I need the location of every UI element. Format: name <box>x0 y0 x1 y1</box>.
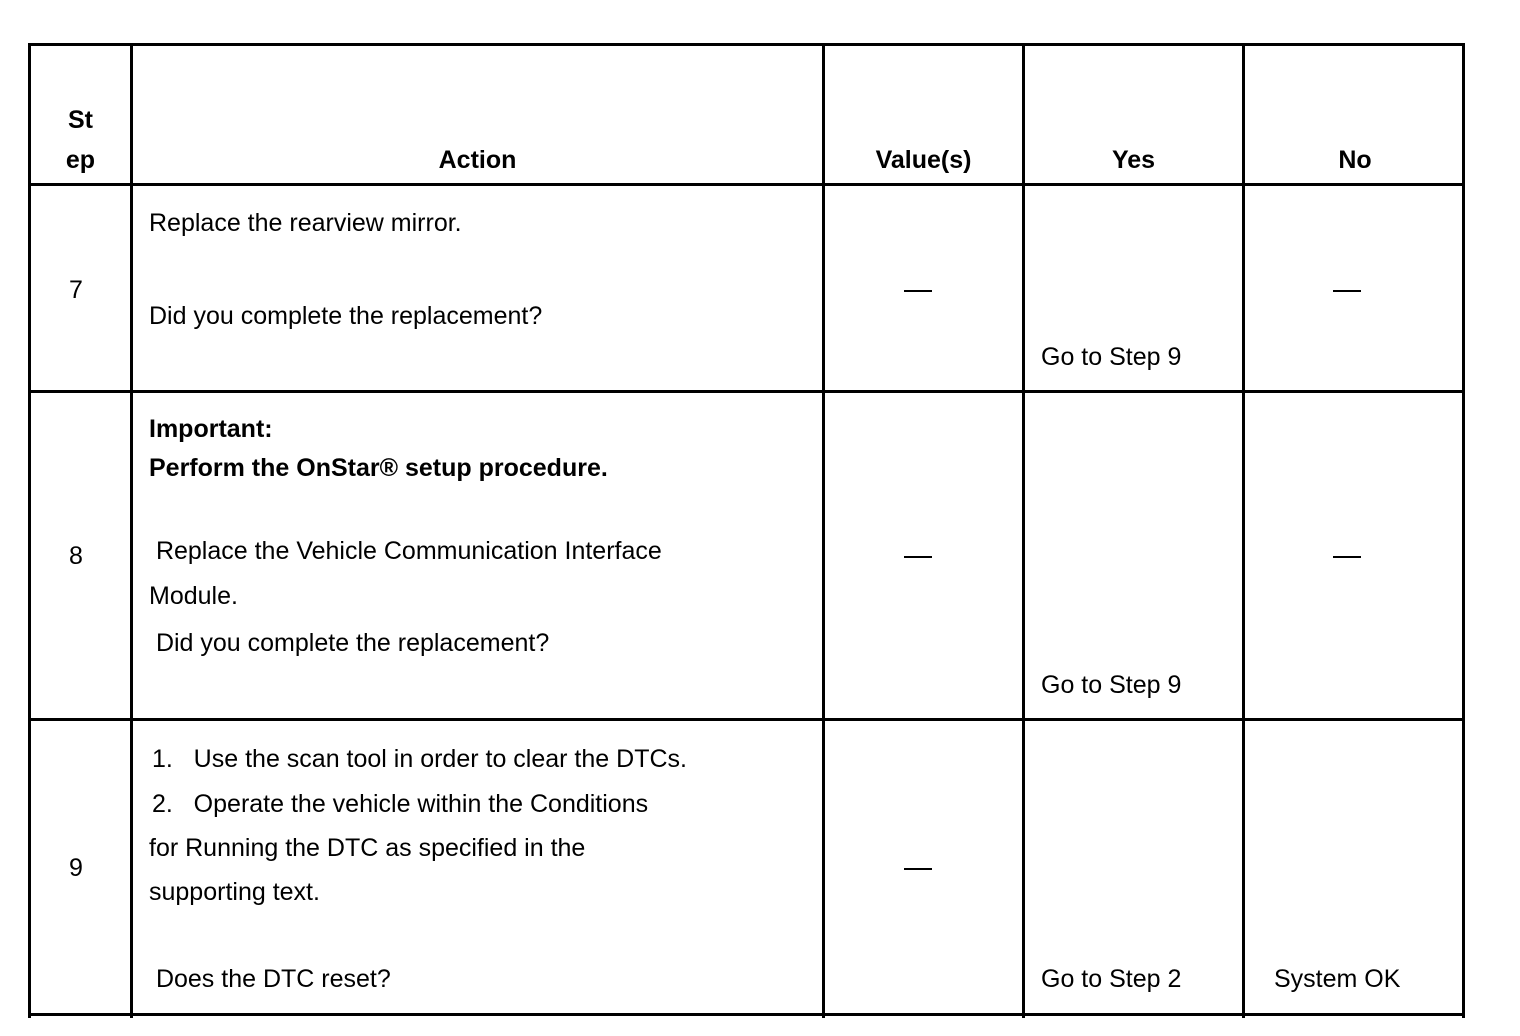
row-8-bottom-border <box>31 718 1462 721</box>
header-step-line2: ep <box>65 146 96 174</box>
action-line: Replace the rearview mirror. <box>149 209 462 237</box>
step-number-9: 9 <box>69 854 83 882</box>
yes-result: Go to Step 9 <box>1041 671 1182 699</box>
step-number-7: 7 <box>69 276 83 304</box>
value-dash <box>904 290 932 292</box>
column-divider-yes <box>1242 46 1245 1018</box>
action-line: Replace the Vehicle Communication Interface <box>149 537 662 565</box>
important-label: Important: <box>149 415 273 443</box>
value-dash <box>904 556 932 558</box>
row-7-bottom-border <box>31 390 1462 393</box>
value-dash <box>904 868 932 870</box>
action-line: Did you complete the replacement? <box>149 302 543 330</box>
column-divider-action <box>822 46 825 1018</box>
no-dash <box>1333 556 1361 558</box>
header-step-line1: St <box>68 106 93 134</box>
action-line: for Running the DTC as specified in the <box>149 834 586 862</box>
no-result: System OK <box>1274 965 1401 993</box>
yes-result: Go to Step 2 <box>1041 965 1182 993</box>
step-number-8: 8 <box>69 542 83 570</box>
action-line: supporting text. <box>149 878 320 906</box>
header-no: No <box>1338 146 1372 174</box>
header-yes: Yes <box>1111 146 1156 174</box>
no-dash <box>1333 290 1361 292</box>
row-9-bottom-border <box>31 1013 1462 1016</box>
header-values: Value(s) <box>875 146 972 174</box>
column-divider-values <box>1022 46 1025 1018</box>
column-divider-step <box>130 46 133 1018</box>
action-line: 1. Use the scan tool in order to clear the DTCs. <box>152 745 687 773</box>
action-line: Did you complete the replacement? <box>149 629 550 657</box>
diagnostic-table <box>28 43 1465 1018</box>
action-line: Does the DTC reset? <box>149 965 391 993</box>
action-line: Module. <box>149 582 238 610</box>
yes-result: Go to Step 9 <box>1041 343 1182 371</box>
important-text: Perform the OnStar® setup procedure. <box>149 454 608 482</box>
action-line: 2. Operate the vehicle within the Conditions <box>152 790 649 818</box>
header-action: Action <box>438 146 517 174</box>
header-bottom-border <box>31 183 1462 186</box>
